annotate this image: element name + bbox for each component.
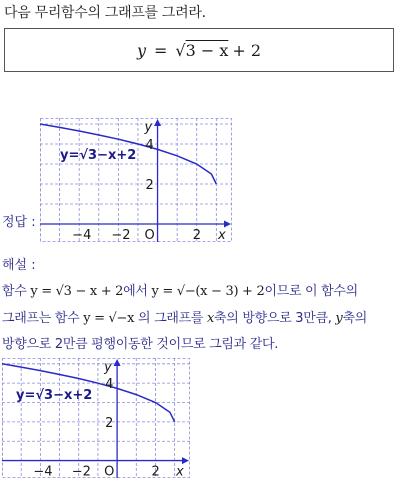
- y-tick-label: 2: [105, 415, 114, 431]
- x-tick-label: −4: [33, 464, 53, 480]
- y-axis-arrow: [154, 119, 161, 126]
- sol-math: y = √−(x − 3) + 2: [151, 284, 265, 299]
- solution-label: 해설 :: [2, 258, 36, 273]
- origin-label: O: [144, 228, 155, 243]
- x-tick-label: 2: [192, 228, 202, 243]
- sol-text: 축의 방향으로 3만큼,: [214, 311, 332, 326]
- graph-axes: [40, 119, 231, 242]
- sol-text: 이므로 이 함수의: [264, 284, 358, 299]
- equation-box: [4, 28, 394, 72]
- solution-graph: [2, 358, 198, 482]
- y-tick-label: 2: [145, 178, 154, 193]
- x-axis-label: x: [218, 228, 226, 243]
- grid-border: [41, 119, 232, 242]
- origin-label: O: [104, 464, 115, 480]
- sol-text: 함수: [2, 284, 27, 299]
- sol-math: y = √−x: [83, 311, 135, 326]
- x-axis-arrow: [224, 221, 231, 228]
- answer-label: 정답 :: [2, 215, 36, 230]
- sol-math: y = √3 − x + 2: [30, 284, 124, 299]
- y-axis-label: y: [144, 120, 153, 135]
- grid-border: [3, 359, 190, 478]
- y-tick-label: 4: [105, 377, 114, 393]
- equation-tail: + 2: [232, 40, 262, 60]
- answer-graph: [40, 118, 240, 243]
- equation-lhs: y: [136, 40, 146, 60]
- x-tick-label: −4: [72, 228, 92, 243]
- x-axis-arrow: [182, 457, 189, 464]
- y-axis-arrow: [114, 359, 121, 366]
- x-tick-label: 2: [151, 464, 160, 480]
- function-label: y=√3−x+2: [60, 148, 137, 163]
- function-label: y=√3−x+2: [16, 388, 93, 403]
- question-title: 다음 무리함수의 그래프를 그려라.: [4, 5, 206, 21]
- x-axis-label: x: [176, 464, 184, 480]
- sol-text: 축의: [342, 311, 367, 326]
- sqrt-sign: √: [175, 40, 186, 60]
- sol-math: x: [206, 311, 215, 326]
- x-tick-label: −2: [71, 464, 91, 480]
- solution-line-3: 방향으로 2만큼 평행이동한 것이므로 그림과 같다.: [2, 337, 279, 352]
- sol-math: y: [335, 311, 343, 326]
- sol-text: 에서: [123, 284, 148, 299]
- sol-text: 그래프는 함수: [2, 311, 80, 326]
- equation-radicand: 3 − x: [185, 40, 229, 60]
- x-tick-label: −2: [111, 228, 131, 243]
- sol-text: 의 그래프를: [138, 311, 204, 326]
- equation-equals: =: [153, 40, 168, 60]
- y-axis-label: y: [104, 360, 112, 375]
- solution-line-1: [2, 280, 358, 299]
- solution-line-2: [2, 307, 367, 326]
- graph-axes: [2, 359, 189, 478]
- y-tick-label: 4: [145, 138, 154, 153]
